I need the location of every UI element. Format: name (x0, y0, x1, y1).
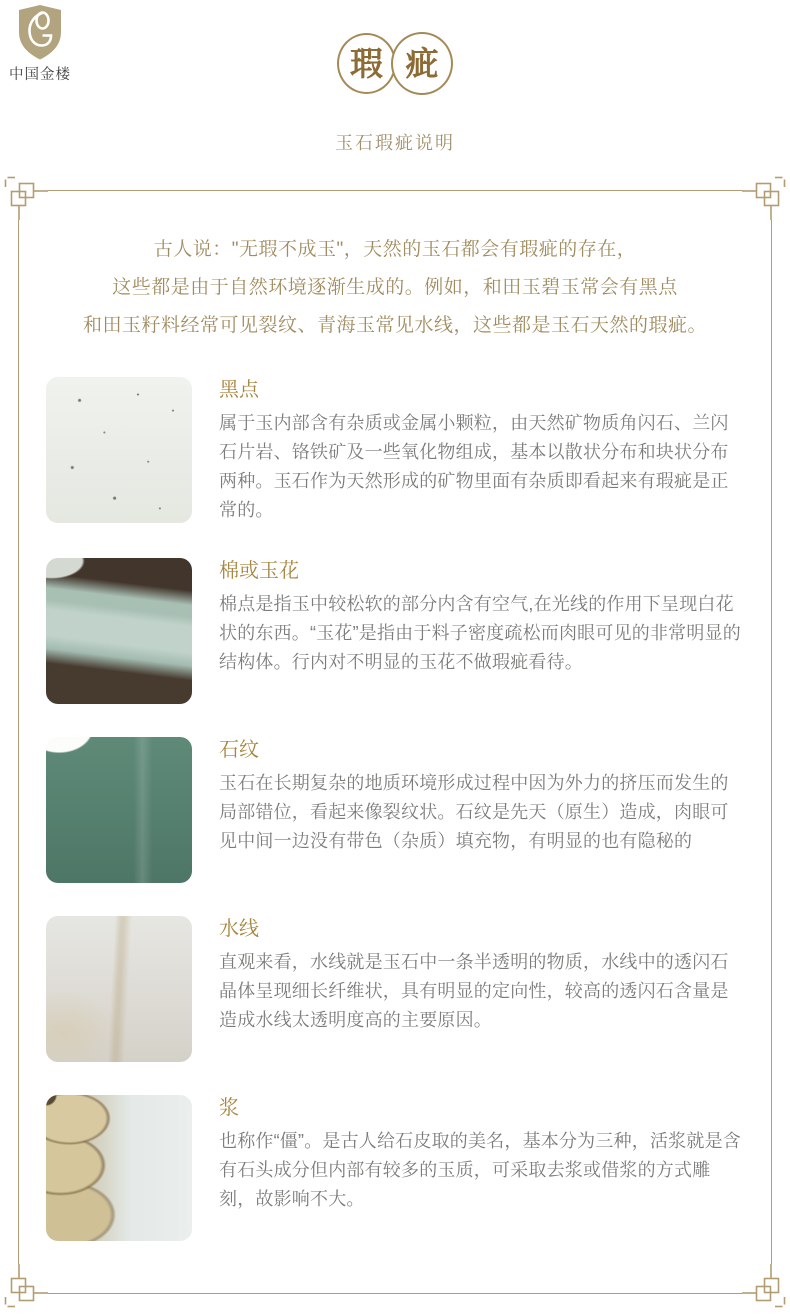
intro-line: 和田玉籽料经常可见裂纹、青海玉常见水线，这些都是玉石天然的瑕疵。 (82, 315, 707, 336)
badge-char-left: 瑕 (350, 44, 383, 83)
flaw-title: 水线 (219, 918, 259, 940)
flaw-thumbnail (46, 737, 192, 883)
badge-circle-left (337, 33, 396, 94)
intro-paragraph (19, 231, 771, 345)
corner-ornament-icon (2, 1264, 48, 1310)
corner-ornament-icon (742, 1264, 788, 1310)
flaw-title: 黑点 (219, 379, 259, 401)
intro-line: 这些都是由于自然环境逐渐生成的。例如，和田玉碧玉常会有黑点 (112, 277, 678, 298)
flaw-description: 直观来看，水线就是玉石中一条半透明的物质，水线中的透闪石晶体呈现细长纤维状，具有明显的定向性，较高的透闪石含量是造成水线太透明度高的主要原因。 (219, 952, 729, 1030)
title-badge (0, 32, 790, 95)
intro-line: 古人说："无瑕不成玉"，天然的玉石都会有瑕疵的存在， (153, 239, 637, 260)
flaw-thumbnail (46, 1095, 192, 1241)
flaw-sections (19, 377, 771, 1241)
flaw-title: 浆 (219, 1097, 239, 1119)
flaw-title: 棉或玉花 (219, 560, 299, 582)
flaw-title: 石纹 (219, 739, 259, 761)
badge-circle-right (391, 32, 453, 95)
corner-ornament-icon (2, 174, 48, 220)
flaw-description: 玉石在长期复杂的地质环境形成过程中因为外力的挤压而发生的局部错位，看起来像裂纹状。石纹是先天（原生）造成，肉眼可见中间一边没有带色（杂质）填充物，有明显的也有隐秘的 (219, 773, 729, 851)
flaw-section (46, 916, 771, 1062)
flaw-thumbnail (46, 916, 192, 1062)
flaw-thumbnail (46, 558, 192, 704)
flaw-description: 棉点是指玉中较松软的部分内含有空气,在光线的作用下呈现白花状的东西。“玉花”是指由于料子密度疏松而肉眼可见的非常明显的结构体。行内对不明显的玉花不做瑕疵看待。 (219, 594, 741, 672)
badge-char-right: 疵 (405, 44, 439, 83)
brand-name: 中国金楼 (9, 67, 71, 83)
content-frame (18, 190, 772, 1294)
flaw-description: 属于玉内部含有杂质或金属小颗粒，由天然矿物质角闪石、兰闪石片岩、铬铁矿及一些氧化物组成，基本以散状分布和块状分布两种。玉石作为天然形成的矿物里面有杂质即看起来有瑕疵是正常的。 (219, 413, 729, 520)
flaw-thumbnail (46, 377, 192, 523)
flaw-section (46, 377, 771, 525)
corner-ornament-icon (742, 174, 788, 220)
flaw-section (46, 558, 771, 704)
flaw-section (46, 1095, 771, 1241)
flaw-section (46, 737, 771, 883)
flaw-description: 也称作“僵”。是古人给石皮取的美名，基本分为三种，活浆就是含有石头成分但内部有较多的玉质，可采取去浆或借浆的方式雕刻，故影响不大。 (219, 1131, 741, 1209)
page-subtitle: 玉石瑕疵说明 (335, 133, 455, 153)
